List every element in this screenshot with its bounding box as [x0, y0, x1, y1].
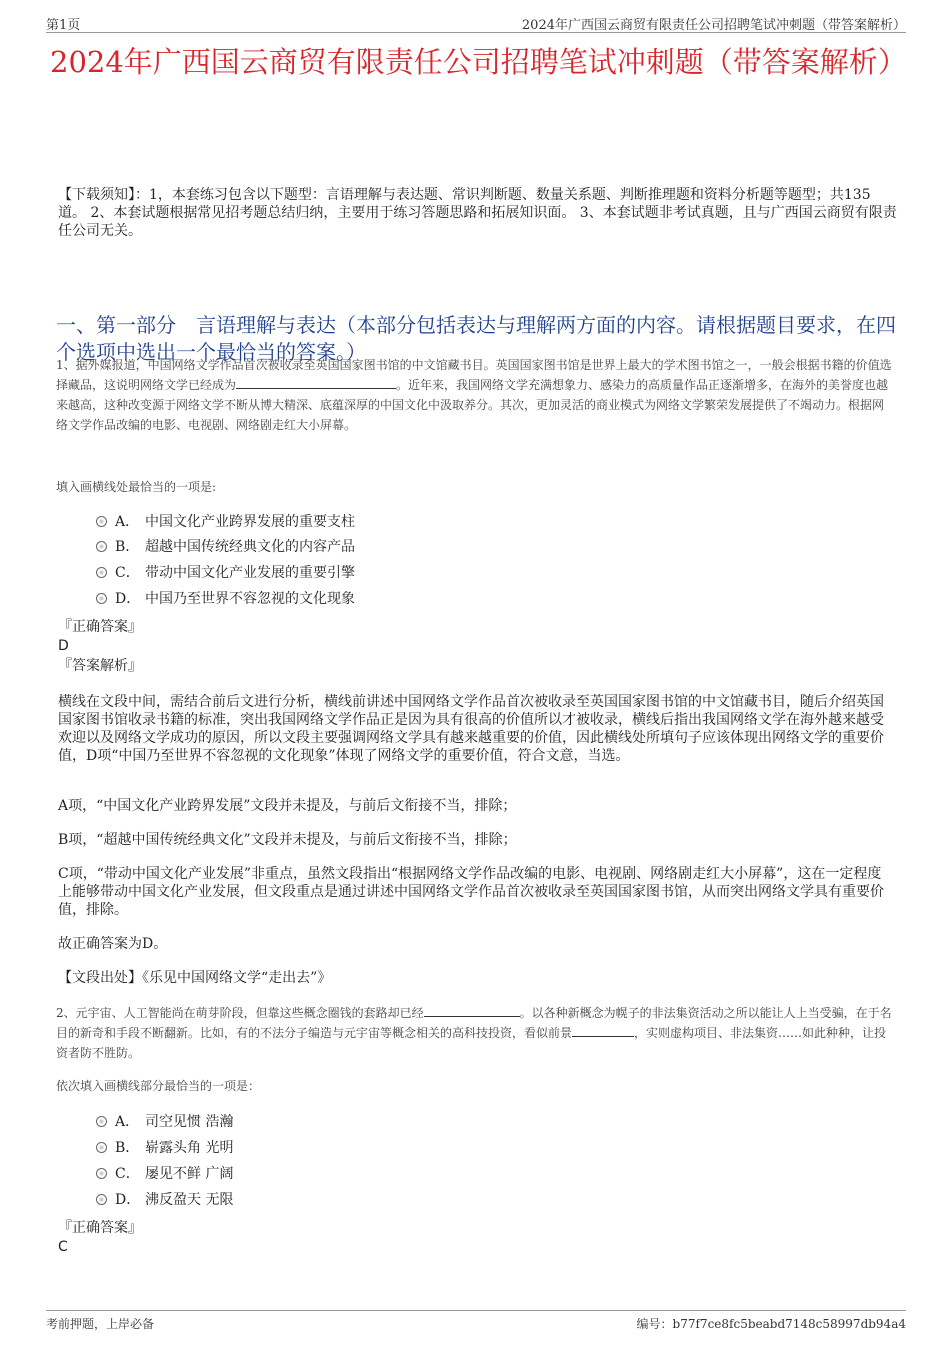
document-id: 编号：b77f7ce8fc5beabd7148c58997db94a4: [636, 1317, 906, 1331]
option-letter: C．: [115, 1166, 140, 1182]
option-text: 带动中国文化产业发展的重要引擎: [145, 565, 355, 581]
analysis-paragraph: B项，“超越中国传统经典文化”文段并未提及，与前后文衔接不当，排除；: [58, 832, 517, 848]
analysis-label: 『答案解析』: [58, 658, 142, 674]
fill-blank: [572, 1023, 634, 1037]
option-letter: A．: [115, 1114, 140, 1130]
radio-icon[interactable]: [96, 1194, 107, 1205]
question-2-text: [56, 1003, 894, 1063]
fill-blank: [236, 375, 396, 389]
correct-answer: C: [58, 1239, 68, 1255]
question-1-option-d[interactable]: [96, 590, 355, 608]
option-text: 中国乃至世界不容忽视的文化现象: [145, 591, 355, 607]
download-notice: 【下载须知】：1，本套练习包含以下题型：言语理解与表达题、常识判断题、数量关系题、判断推理题和资料分析题等题型；共135道。 2、本套试题根据常见招考题总结归纳，主要用于练习答题思路和拓展知识面。 3、本套试题非考试真题，且与广西国云商贸有限责任公司无关。: [58, 187, 897, 239]
footer-slogan: 考前押题，上岸必备: [46, 1317, 155, 1331]
analysis-paragraph: 横线在文段中间，需结合前后文进行分析，横线前讲述中国网络文学作品首次被收录至英国国家图书馆的中文馆藏书目，随后介绍英国国家图书馆收录书籍的标准，突出我国网络文学作品正是因为具有很高的价值所以才被收录，横线后指出我国网络文学在海外越来越受欢迎以及网络文学成功的原因，所以文段主要强调网络文学具有越来越重要的价值，因此横线处所填句子应该体现出网络文学的重要价值，D项“中国乃至世界不容忽视的文化现象”体现了网络文学的重要价值，符合文意，当选。: [58, 694, 884, 764]
fill-blank: [424, 1003, 520, 1017]
radio-icon[interactable]: [96, 567, 107, 578]
option-text: 中国文化产业跨界发展的重要支柱: [145, 514, 355, 530]
radio-icon[interactable]: [96, 1116, 107, 1127]
question-1-option-c[interactable]: [96, 564, 355, 582]
question-2-option-a[interactable]: [96, 1113, 233, 1131]
radio-icon[interactable]: [96, 1142, 107, 1153]
option-letter: D．: [115, 1192, 141, 1208]
page-footer: [46, 1310, 906, 1331]
question-1-option-a[interactable]: [96, 513, 355, 531]
option-text: 超越中国传统经典文化的内容产品: [145, 539, 355, 555]
radio-icon[interactable]: [96, 541, 107, 552]
question-2-option-c[interactable]: [96, 1165, 233, 1183]
source-reference: 【文段出处】《乐见中国网络文学“走出去”》: [58, 970, 332, 986]
question-1-text: [56, 355, 894, 435]
option-letter: C．: [115, 565, 140, 581]
option-letter: D．: [115, 591, 141, 607]
section-heading: 一、第一部分 言语理解与表达（本部分包括表达与理解两方面的内容。请根据题目要求，在四个选项中选出一个最恰当的答案。）: [56, 313, 896, 364]
option-letter: A．: [115, 514, 140, 530]
radio-icon[interactable]: [96, 516, 107, 527]
option-letter: B．: [115, 1140, 140, 1156]
question-1-text-part-a: 1、据外媒报道，中国网络文学作品首次被收录至英国国家图书馆的中文馆藏书目。英国国家图书馆是世界上最大的学术图书馆之一，一般会根据书籍的价值选择藏品，这说明网络文学已经成为: [56, 358, 892, 392]
question-1-option-b[interactable]: [96, 538, 355, 556]
analysis-paragraph: A项，“中国文化产业跨界发展”文段并未提及，与前后文衔接不当，排除；: [58, 798, 517, 814]
option-letter: B．: [115, 539, 140, 555]
radio-icon[interactable]: [96, 593, 107, 604]
question-1-prompt: 填入画横线处最恰当的一项是:: [56, 480, 217, 494]
analysis-paragraph: 故正确答案为D。: [58, 936, 168, 952]
question-2-text-part-a: 2、元宇宙、人工智能尚在萌芽阶段，但靠这些概念圈钱的套路却已经: [56, 1006, 424, 1020]
question-2-text-part-b: 。以各种新概念为幌子的非法集资活动之所以能让人上当受骗，在于名目的新奇和手段不断翻新。比如，有的不法分子编造与元宇宙等概念相关的高科技投资，看似前景: [56, 1006, 892, 1040]
header-title: 2024年广西国云商贸有限责任公司招聘笔试冲刺题（带答案解析）: [521, 18, 906, 33]
page-number: 第1页: [46, 18, 81, 33]
correct-answer-label: 『正确答案』: [58, 1220, 142, 1236]
option-text: 屡见不鲜 广阔: [145, 1166, 234, 1182]
correct-answer-label: 『正确答案』: [58, 619, 142, 635]
question-2-prompt: 依次填入画横线部分最恰当的一项是：: [56, 1079, 261, 1093]
question-2-text-part-c: ，实则虚构项目、非法集资……如此种种，让投资者防不胜防。: [56, 1026, 887, 1060]
option-text: 沸反盈天 无限: [145, 1192, 234, 1208]
option-text: 司空见惯 浩瀚: [145, 1114, 234, 1130]
radio-icon[interactable]: [96, 1168, 107, 1179]
question-2-option-b[interactable]: [96, 1139, 233, 1157]
document-title: 2024年广西国云商贸有限责任公司招聘笔试冲刺题（带答案解析）: [50, 45, 907, 79]
question-2-option-d[interactable]: [96, 1191, 233, 1209]
analysis-paragraph: C项，“带动中国文化产业发展”非重点，虽然文段指出“根据网络文学作品改编的电影、电视剧、网络剧走红大小屏幕”，这在一定程度上能够带动中国文化产业发展，但文段重点是通过讲述中国网络文学作品首次被收录至英国国家图书馆，从而突出网络文学具有重要价值，排除。: [58, 866, 884, 918]
correct-answer: D: [58, 638, 69, 654]
page-header: [46, 14, 906, 33]
question-1-text-part-b: 。近年来，我国网络文学充满想象力、感染力的高质量作品正逐渐增多，在海外的美誉度也越来越高，这种改变源于网络文学不断从博大精深、底蕴深厚的中国文化中汲取养分。其次，更加灵活的商业模式为网络文学繁荣发展提供了不竭动力。根据网络文学作品改编的电影、电视剧、网络剧走红大小屏幕。: [56, 378, 889, 432]
option-text: 崭露头角 光明: [145, 1140, 234, 1156]
